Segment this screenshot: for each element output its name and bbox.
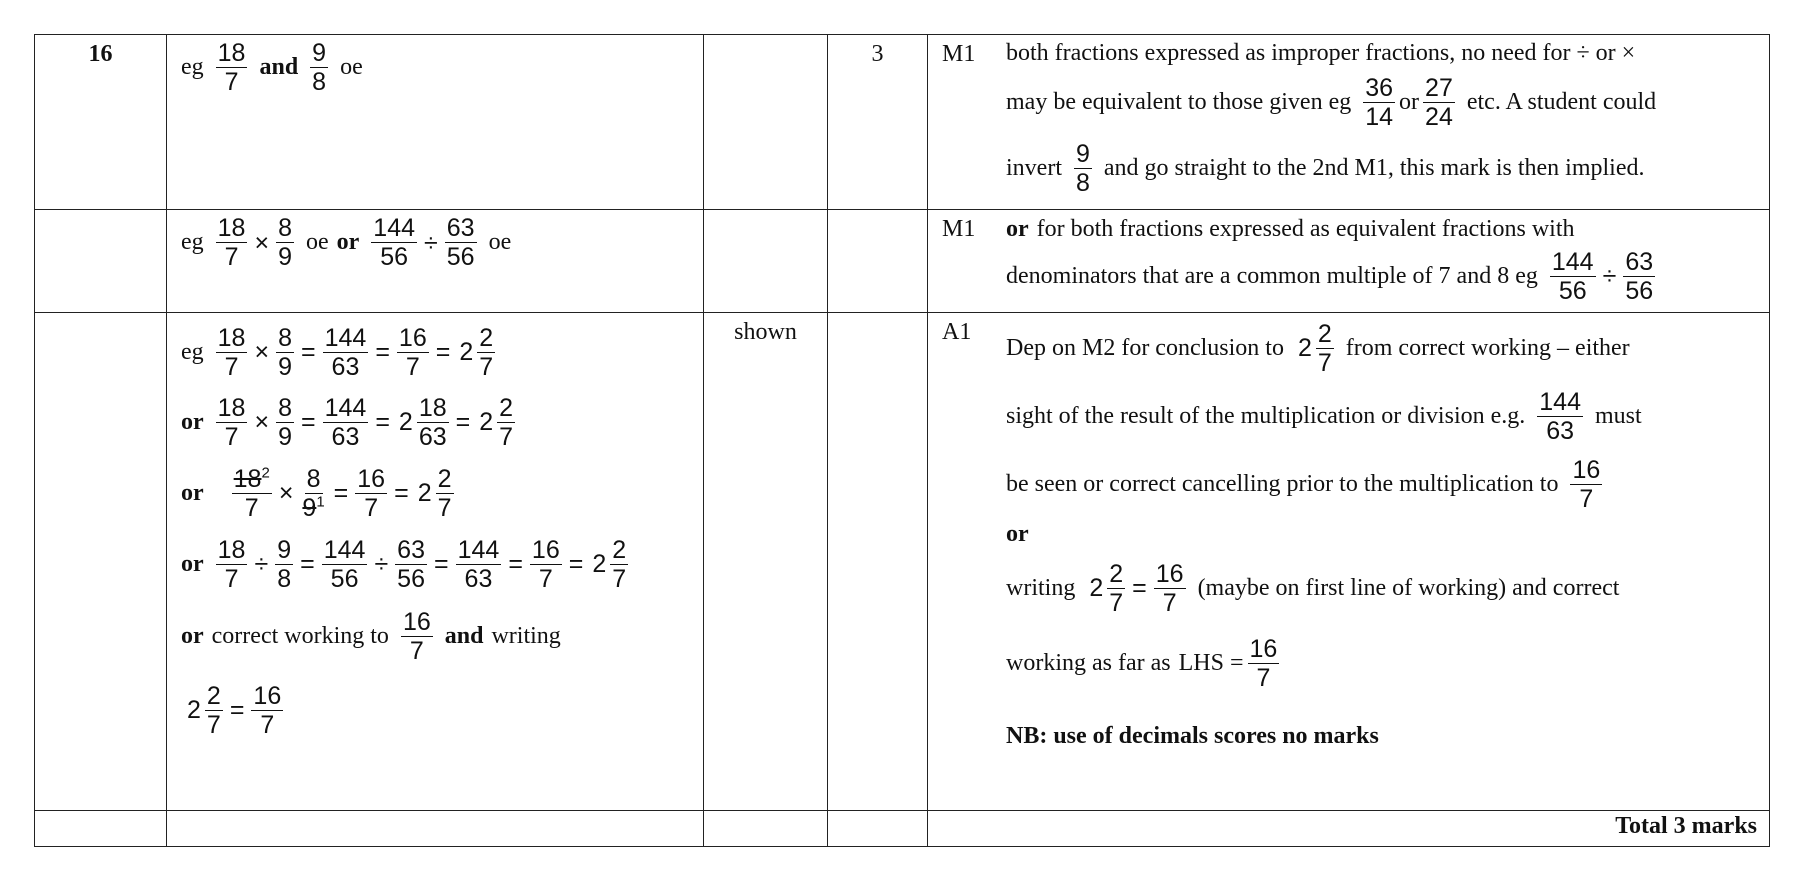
fraction: $\frac{36}{14}$ [1365,73,1394,131]
eg-label: eg [181,54,204,81]
guidance-cell [928,35,1770,210]
working-line: or $\frac{18}{7}$ × $\frac{8}{9}$ = $\frac{144}{63}$ = 2 $\frac{18}{63}$ = 2 $\frac{2}{7}$ [181,393,514,451]
guidance-cell [928,210,1770,313]
mark-scheme-table [34,34,1770,847]
working-line: or correct working to $\frac{16}{7}$ and writing [181,607,561,665]
working-line: or $\frac{18^2}{7}$ × $\frac{8}{9^1}$ = $\frac{16}{7}$ = 2 $\frac{2}{7}$ [181,464,452,522]
fraction: $\frac{63}{56}$ [1625,247,1654,305]
guidance-cell [928,313,1770,811]
fraction: $\frac{18}{7}$ [217,214,246,271]
fraction: $\frac{63}{56}$ [446,214,475,271]
table-row [35,313,1770,811]
question-number: 16 [35,35,167,210]
marks-cell: 3 [828,35,928,210]
working-cell [167,210,704,313]
fraction: $\frac{9}{8}$ [312,39,327,96]
answer-cell [704,35,828,210]
fraction: $\frac{144}{56}$ [373,214,416,271]
guidance-text: both fractions expressed as improper fractions, no need for ÷ or × may be equivalent to those given eg $\frac{36}{14}$ or $\frac{27}{24}$ etc. A student could invert $\frac{9}{8}$ and go straight to the 2nd M1, this mark is then implied. [1006,39,1657,197]
working-cell [167,35,704,210]
fraction: $\frac{9}{8}$ [1075,139,1090,197]
fraction: $\frac{144}{56}$ [1551,247,1594,305]
oe-label: oe [340,54,363,81]
working-line: or $\frac{18}{7}$ ÷ $\frac{9}{8}$ = $\frac{144}{56}$ ÷ $\frac{63}{56}$ = $\frac{144}{63}$ = $\frac{16}{7}$ = 2 $\frac{2}{7}$ [181,535,627,593]
table-row [35,811,1770,847]
answer-cell: shown [704,313,828,811]
total-marks: Total 3 marks [928,811,1770,847]
mark-code: M1 [942,41,976,67]
marks-cell [828,313,928,811]
mark-code: M1 [942,216,976,242]
working-line: eg $\frac{18}{7}$ × $\frac{8}{9}$ oe or $\frac{144}{56}$ ÷ $\frac{63}{56}$ oe [181,214,512,271]
working-line [181,39,691,96]
question-number-empty [35,313,167,811]
marks-cell [828,210,928,313]
question-number-empty [35,210,167,313]
fraction: $\frac{27}{24}$ [1425,73,1453,131]
working-line: eg $\frac{18}{7}$ × $\frac{8}{9}$ = $\frac{144}{63}$ = $\frac{16}{7}$ = 2 $\frac{2}{7}$ [181,323,494,381]
and-label: and [259,54,299,81]
fraction: $\frac{18}{7}$ [217,39,246,96]
working-cell [167,313,704,811]
working-line: 2 $\frac{2}{7}$ = $\frac{16}{7}$ [187,681,282,739]
table-row [35,35,1770,210]
nb-note: NB: use of decimals scores no marks [1006,722,1379,749]
mark-code: A1 [942,319,972,345]
table-row [35,210,1770,313]
guidance-text: Dep on M2 for conclusion to 2 $\frac{2}{7}$ from correct working – either sight of the result of the multiplication or division e.g. $\frac{144}{63}$ must be seen or correct cancelling prior to the multiplication to $\frac{16}{7}$ or writing 2 $\frac{2}{7}$ = $\frac{16}{7}$ (maybe on first line of working) and correct working as far as LHS = $\frac{16}{7}$ NB: use of decimals scores no marks [1000,313,1769,771]
answer-cell [704,210,828,313]
guidance-text: or for both fractions expressed as equivalent fractions with denominators that are a common multiple of 7 and 8 eg $\frac{144}{56}$ ÷ $\frac{63}{56}$ [1006,215,1654,305]
fraction: $\frac{8}{9}$ [278,214,292,271]
